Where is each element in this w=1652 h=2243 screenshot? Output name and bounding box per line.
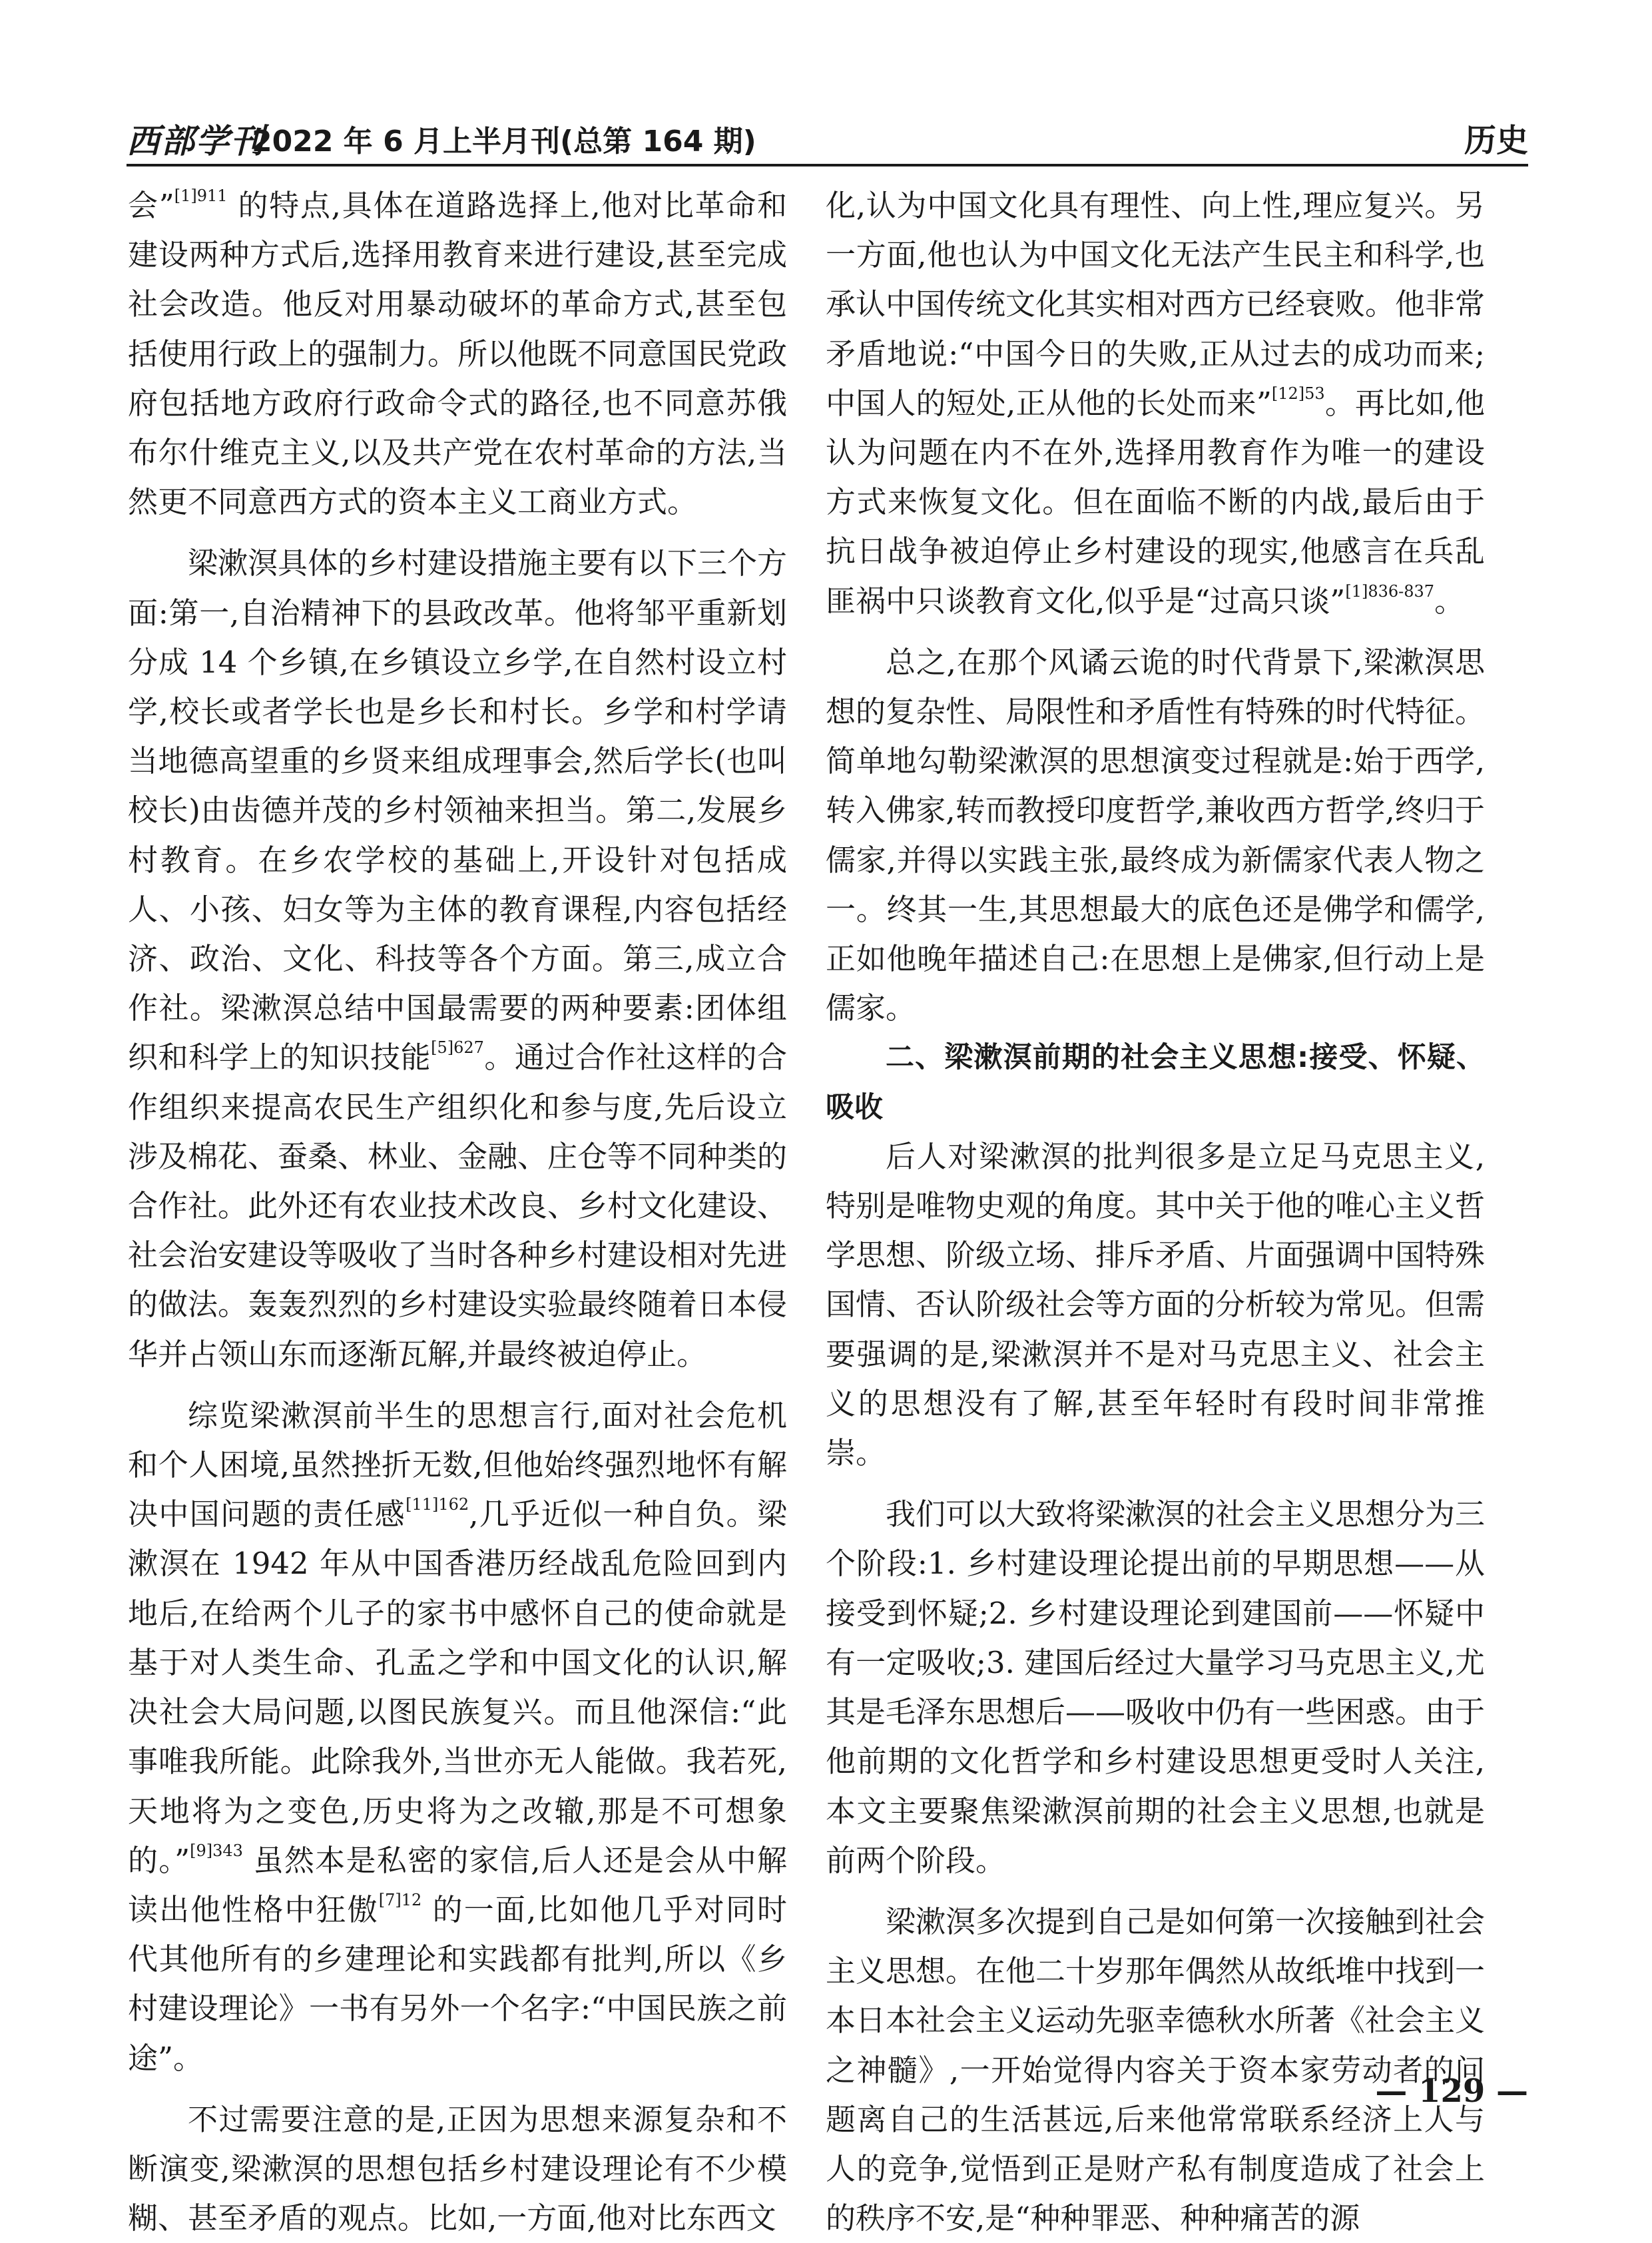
text-run: 。再比如,他认为问题在内不在外,选择用教育作为唯一的建设方式来恢复文化。但在面临不断的内战,最后由于抗日战争被迫停止乡村建设的现实,他感言在兵乱匪祸中只谈教育文化,似乎是“过高只谈” [826, 385, 1485, 619]
text-run: 不过需要注意的是,正因为思想来源复杂和不断演变,梁漱溟的思想包括乡村建设理论有不少模糊、甚至矛盾的观点。比如,一方面,他对比东西文 [128, 2101, 787, 2236]
text-run: 综览梁漱溟前半生的思想言行,面对社会危机和个人困境,虽然挫折无数,但他始终强烈地怀有解决中国问题的责任感 [128, 1397, 787, 1532]
citation: [12]53 [1271, 384, 1325, 403]
citation: [7]12 [378, 1890, 422, 1909]
paragraph: 后人对梁漱溟的批判很多是立足马克思主义,特别是唯物史观的角度。其中关于他的唯心主义哲学思想、阶级立场、排斥矛盾、片面强调中国特殊国情、否认阶级社会等方面的分析较为常见。但需要强调的是,梁漱溟并不是对马克思主义、社会主义的思想没有了解,甚至年轻时有段时间非常推崇。 [826, 1138, 1486, 1471]
page-number: — 129 — [1375, 2073, 1528, 2110]
text-run: 梁漱溟具体的乡村建设措施主要有以下三个方面:第一,自治精神下的县政改革。他将邹平重新划分成 14 个乡镇,在乡镇设立乡学,在自然村设立村学,校长或者学长也是乡长和村长。乡学和村学请当地德高望重的乡贤来组成理事会,然后学长(也叫校长)由齿德并茂的乡村领袖来担当。第二,发展乡村教育。在乡农学校的基础上,开设针对包括成人、小孩、妇女等为主体的教育课程,内容包括经济、政治、文化、科技等各个方面。第三,成立合作社。梁漱溟总结中国最需要的两种要素:团体组织和科学上的知识技能 [128, 545, 788, 1076]
paragraph: 我们可以大致将梁漱溟的社会主义思想分为三个阶段:1. 乡村建设理论提出前的早期思想——从接受到怀疑;2. 乡村建设理论到建国前——怀疑中有一定吸收;3. 建国后经过大量学习马克思主义,尤其是毛泽东思想后——吸收中仍有一些困惑。由于他前期的文化哲学和乡村建设思想更受时人关注,本文主要聚焦梁漱溟前期的社会主义思想,也就是前两个阶段。 [826, 1496, 1486, 1878]
paragraph: 梁漱溟多次提到自己是如何第一次接触到社会主义思想。在他二十岁那年偶然从故纸堆中找到一本日本社会主义运动先驱幸德秋水所著《社会主义之神髓》,一开始觉得内容关于资本家劳动者的问题离自己的生活甚远,后来他常常联系经济上人与人的竞争,觉悟到正是财产私有制度造成了社会上的秩序不安,是“种种罪恶、种种痛苦的源 [826, 1903, 1486, 2236]
section-heading: 二、梁漱溟前期的社会主义思想:接受、怀疑、吸收 [826, 1041, 1485, 1124]
right-column [826, 181, 1485, 2243]
header-rule [127, 164, 1528, 166]
section-name: 历史 [1464, 122, 1528, 159]
citation: [11]162 [406, 1495, 469, 1514]
text-run: 化,认为中国文化具有理性、向上性,理应复兴。另一方面,他也认为中国文化无法产生民主和科学,也承认中国传统文化其实相对西方已经衰败。他非常矛盾地说:“中国今日的失败,正从过去的成功而来;中国人的短处,正从他的长处而来” [826, 188, 1486, 421]
paragraph [128, 539, 787, 1379]
issue-info: 2022 年 6 月上半月刊(总第 164 期) [252, 125, 756, 159]
text-run: 的一面,比如他几乎对同时代其他所有的乡建理论和实践都有批判,所以《乡村建设理论》一书有另外一个名字:“中国民族之前途”。 [128, 1891, 787, 2076]
running-header [127, 112, 1528, 165]
text-run: 。 [1434, 583, 1465, 619]
journal-logo: 西部学刊 [127, 121, 265, 160]
citation: [5]627 [431, 1038, 484, 1058]
text-run: 。通过合作社这样的合作组织来提高农民生产组织化和参与度,先后设立涉及棉花、蚕桑、林业、金融、庄仓等不同种类的合作社。此外还有农业技术改良、乡村文化建设、社会治安建设等吸收了当时各种乡村建设相对先进的做法。轰轰烈烈的乡村建设实验最终随着日本侵华并占领山东而逐渐瓦解,并最终被迫停止。 [128, 1040, 788, 1372]
paragraph [128, 2095, 787, 2243]
text-run: 的特点,具体在道路选择上,他对比革命和建设两种方式后,选择用教育来进行建设,甚至完成社会改造。他反对用暴动破坏的革命方式,甚至包括使用行政上的强制力。所以他既不同意国民党政府包括地方政府行政命令式的路径,也不同意苏俄布尔什维克主义,以及共产党在农村革命的方法,当然更不同意西方式的资本主义工商业方式。 [128, 188, 788, 520]
citation: [9]343 [190, 1841, 243, 1860]
text-run: 虽然本是私密的家信,后人还是会从中解读出他性格中狂傲 [128, 1842, 787, 1927]
left-column [128, 181, 787, 2243]
text-run: 会” [128, 188, 174, 223]
citation: [1]836-837 [1345, 581, 1435, 601]
paragraph: 总之,在那个风谲云诡的时代背景下,梁漱溟思想的复杂性、局限性和矛盾性有特殊的时代特征。简单地勾勒梁漱溟的思想演变过程就是:始于西学,转入佛家,转而教授印度哲学,兼收西方哲学,终归于儒家,并得以实践主张,最终成为新儒家代表人物之一。终其一生,其思想最大的底色还是佛学和儒学,正如他晚年描述自己:在思想上是佛家,但行动上是儒家。 [826, 644, 1486, 1026]
text-run: ,几乎近似一种自负。梁漱溟在 1942 年从中国香港历经战乱危险回到内地后,在给两个儿子的家书中感怀自己的使命就是基于对人类生命、孔孟之学和中国文化的认识,解决社会大局问题,以图民族复兴。而且他深信:“此事唯我所能。此除我外,当世亦无人能做。我若死,天地将为之变色,历史将为之改辙,那是不可想象的。” [128, 1496, 787, 1878]
citation: [1]911 [174, 186, 228, 205]
paragraph [826, 181, 1485, 626]
paragraph [128, 1391, 787, 2083]
paragraph [128, 181, 787, 527]
